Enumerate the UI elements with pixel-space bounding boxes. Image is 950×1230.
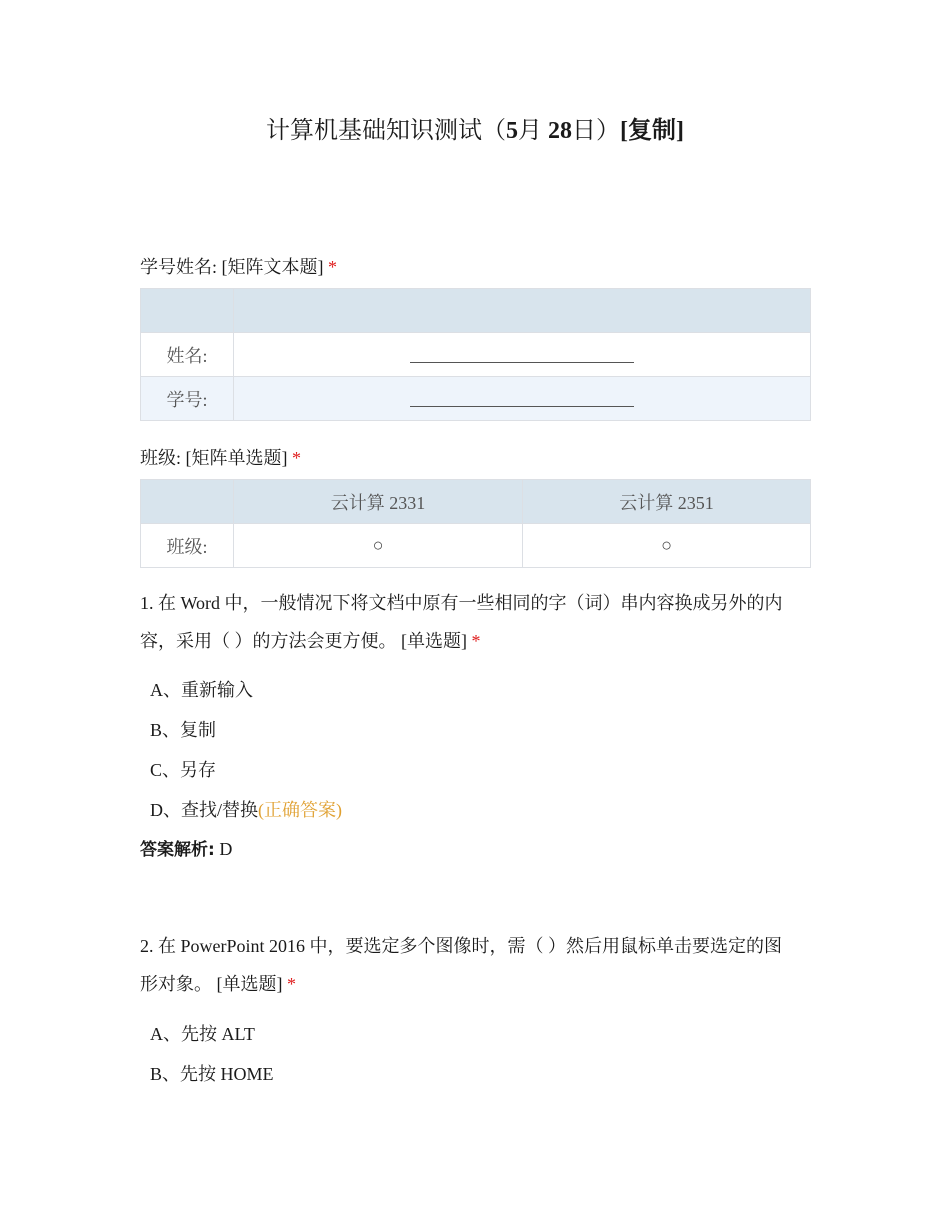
table-row xyxy=(141,377,811,421)
required-mark: * xyxy=(292,448,301,468)
page-title: 计算机基础知识测试（5月 28日）[复制] xyxy=(266,118,684,144)
q1-option-c[interactable]: C、另存 xyxy=(150,760,217,780)
table-row xyxy=(141,524,811,568)
row-label-name: 姓名: xyxy=(141,333,234,377)
q1-option-d[interactable]: D、查找/替换(正确答案) xyxy=(150,800,342,820)
student-id-input-line[interactable] xyxy=(410,393,634,407)
question-class-label: 班级: [矩阵单选题] * xyxy=(140,448,301,468)
name-input-line[interactable] xyxy=(410,349,634,363)
required-mark: * xyxy=(328,257,337,277)
table-header-row xyxy=(141,480,811,524)
q2-option-b[interactable]: B、先按 HOME xyxy=(150,1064,274,1084)
radio-option-2351[interactable]: ○ xyxy=(523,524,811,568)
q1-option-b[interactable]: B、复制 xyxy=(150,720,217,740)
q1-option-a[interactable]: A、重新输入 xyxy=(150,680,253,700)
row-label-student-id: 学号: xyxy=(141,377,234,421)
column-header: 云计算 2331 xyxy=(234,480,523,524)
q2-option-a[interactable]: A、先按 ALT xyxy=(150,1024,255,1044)
question-id-label: 学号姓名: [矩阵文本题] * xyxy=(140,257,337,277)
class-matrix-table xyxy=(140,479,811,568)
table-header-row xyxy=(141,289,811,333)
question-2-text: 2. 在 PowerPoint 2016 中，要选定多个图像时，需（ ）然后用鼠标单击要选定的图 形对象。 [单选题] * xyxy=(140,936,783,994)
radio-option-2331[interactable]: ○ xyxy=(234,524,523,568)
table-row xyxy=(141,333,811,377)
row-label-class: 班级: xyxy=(141,524,234,568)
correct-answer-tag: (正确答案) xyxy=(258,800,342,820)
required-mark: * xyxy=(471,631,481,651)
question-1-text: 1. 在 Word 中，一般情况下将文档中原有一些相同的字（词）串内容换成另外的内 容，采用（ ）的方法会更方便。 [单选题] * xyxy=(140,593,783,651)
copy-tag: [复制] xyxy=(620,118,684,144)
required-mark: * xyxy=(287,974,296,994)
q1-answer-analysis: 答案解析: D xyxy=(140,839,233,860)
column-header: 云计算 2351 xyxy=(523,480,811,524)
id-matrix-table xyxy=(140,288,811,421)
